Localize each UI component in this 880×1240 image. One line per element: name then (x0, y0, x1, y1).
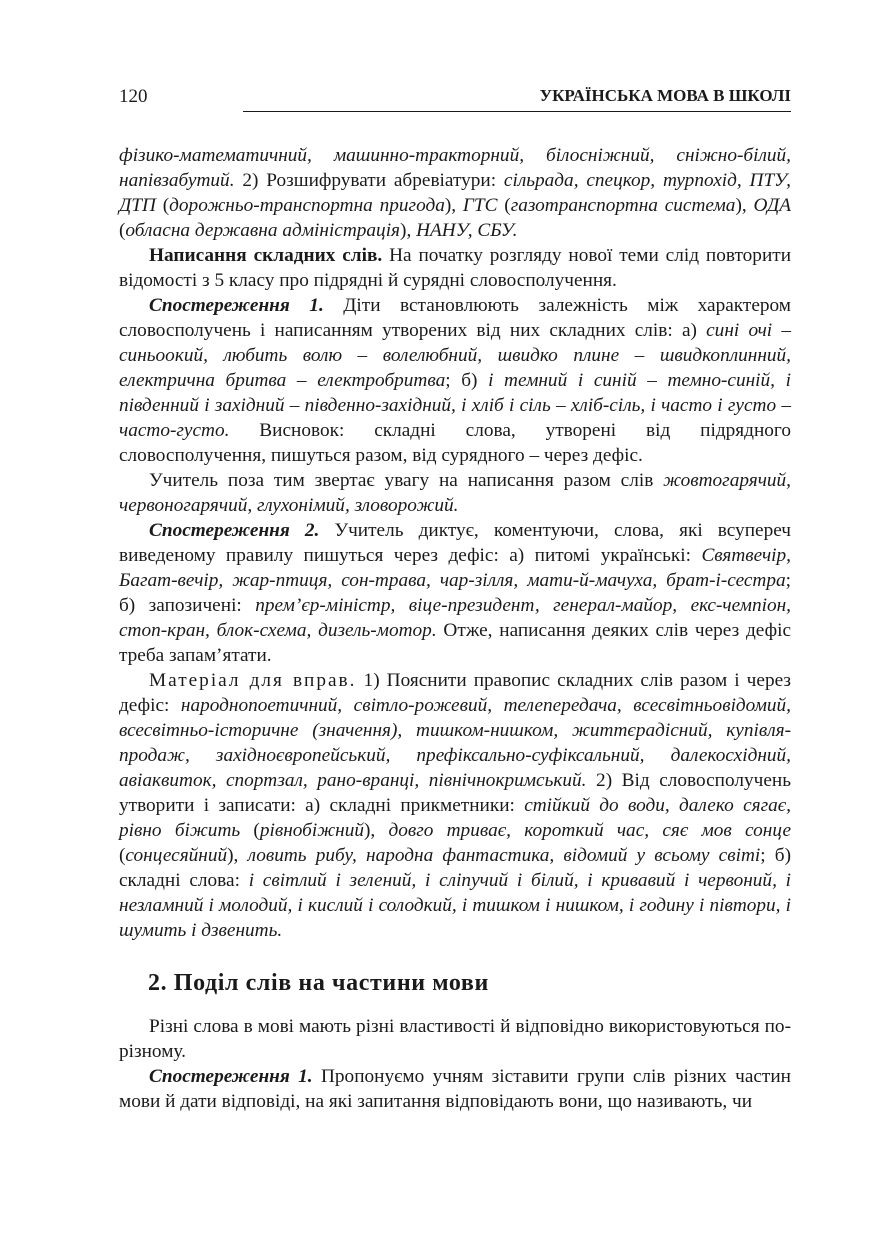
paragraph-5 (119, 518, 791, 668)
observation-heading: Спостереження 1. (149, 1066, 313, 1087)
italic-text: довго триває, короткий час, сяє мов сонце (388, 820, 792, 841)
text: 2) Від словосполучень утворити і записати: а) складні прикметники: (119, 770, 792, 816)
paragraph-3 (119, 293, 791, 468)
italic-text: і темний і синій – темно-синій, і південний і західний – південно-західний, і хліб і сіль – хліб-сіль, і часто і густо – часто-густо. (119, 370, 791, 441)
italic-text: Святвечір, Багат-вечір, жар-птиця, сон-трава, чар-зілля, мати-й-мачуха, брат-і-сестра (119, 545, 791, 591)
italic-text: прем’єр-міністр, віце-президент, генерал-майор, екс-чемпіон, стоп-кран, блок-схема, дизель-мотор. (119, 595, 791, 641)
text: Пропонуємо учням зіставити групи слів різних частин мови й дати відповіді, на які запитання відповідають вони, що називають, чи (119, 1066, 791, 1112)
paragraph-6 (119, 668, 791, 943)
paragraph-1 (119, 143, 791, 243)
italic-text: народнопоетичний, світло-рожевий, телепередача, всесвітньовідомий, всесвітньо-історичне (значення), тишком-нишком, життєрадісний, купівля-продаж, західноєвропейський, префіксально-суфіксальний, далекосхідний, авіаквиток, спортзал, рано-вранці, північнокримський. (119, 695, 791, 791)
text: ( (240, 820, 260, 841)
italic-text: ОДА (753, 195, 791, 216)
text: ( (119, 845, 126, 866)
running-title: УКРАЇНСЬКА МОВА В ШКОЛІ (539, 86, 791, 105)
section-paragraph-1: Різні слова в мові мають різні властивості й відповідно використовуються по-різному. (119, 1016, 791, 1062)
paragraph-4 (119, 468, 791, 518)
italic-text: сонцесяйний (125, 845, 228, 866)
observation-heading: Спостереження 1. (149, 295, 324, 316)
text: ), (400, 220, 417, 241)
text: Висновок: складні слова, утворені від підрядного словосполучення, пишуться разом, від сурядного – через дефіс. (119, 420, 791, 466)
text: ; б) (445, 370, 489, 391)
text: ( (497, 195, 511, 216)
italic-text: стійкий до води, далеко сягає, рівно біжить (119, 795, 791, 841)
page-number: 120 (119, 86, 148, 107)
italic-text: рівнобіжний (259, 820, 364, 841)
italic-text: ловить рибу, народна фантастика, відомий у всьому світі (247, 845, 761, 866)
section-body (119, 1014, 791, 1114)
italic-text: сільрада, спецкор, турпохід, ПТУ, ДТП (119, 170, 791, 216)
text: ; б) запозичені: (119, 570, 791, 616)
text: Учитель диктує, коментуючи, слова, які всупереч виведеному правилу пишуться через дефіс: а) питомі українські: (119, 520, 791, 566)
italic-text: НАНУ, СБУ. (416, 220, 518, 241)
paragraph-2 (119, 243, 791, 293)
text: ), (363, 820, 389, 841)
text: Діти встановлюють залежність між характером словосполучень і написанням утворених від них складних слів: а) (119, 295, 791, 341)
italic-text: обласна державна адміністрація (125, 220, 401, 241)
text: ( (119, 220, 126, 241)
italic-text: і світлий і зелений, і сліпучий і білий, і кривавий і червоний, і незламний і молодий, і кислий і солодкий, і тишком і нишком, і годину і півтори, і шумить і дзвенить. (119, 870, 791, 941)
text: ; б) складні слова: (119, 845, 791, 891)
text: ( (155, 195, 170, 216)
text: ), (227, 845, 248, 866)
italic-text: газотранспортна система (510, 195, 736, 216)
italic-text: фізико-математичний, машинно-тракторний, білосніжний, сніжно-білий, напівзабутий. (119, 145, 791, 191)
italic-text: ГТС (462, 195, 498, 216)
text: 1) Пояснити правопис складних слів разом і через дефіс: (119, 670, 791, 716)
spaced-heading: Матеріал для вправ. (149, 670, 357, 691)
text: ), (444, 195, 463, 216)
text: На початку розгляду нової теми слід повторити відомості з 5 класу про підрядні й сурядні словосполучення. (119, 245, 792, 291)
italic-text: жовтогарячий, червоногарячий, глухонімий, зловорожий. (119, 470, 791, 516)
observation-heading: Спостереження 2. (149, 520, 320, 541)
section-title: 2. Поділ слів на частини мови (148, 970, 489, 996)
italic-text: сині очі – синьоокий, любить волю – волелюбний, швидко плине – швидкоплинний, електрична бритва – електробритва (119, 320, 791, 391)
text: Отже, написання деяких слів через дефіс треба запам’ятати. (119, 620, 792, 666)
italic-text: дорожньо-транспортна пригода (169, 195, 445, 216)
body-text (119, 143, 791, 943)
text: Учитель поза тим звертає увагу на написання разом слів (149, 470, 664, 491)
bold-heading: Написання складних слів. (149, 245, 383, 266)
text: ), (735, 195, 754, 216)
text: 2) Розшифрувати абревіатури: (234, 170, 504, 191)
section-paragraph-2 (119, 1064, 791, 1114)
header-rule (243, 111, 791, 112)
page-header (119, 86, 791, 116)
